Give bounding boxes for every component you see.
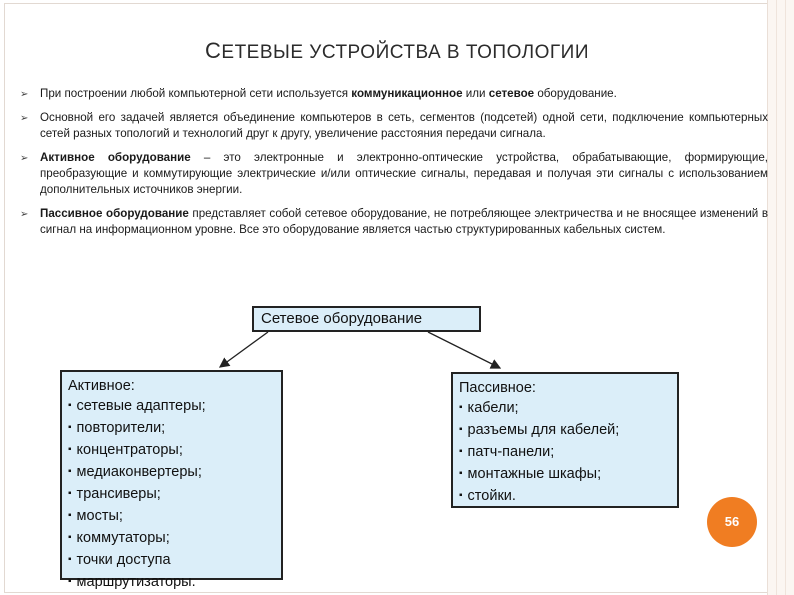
title-rest: ЕТЕВЫЕ УСТРОЙСТВА В ТОПОЛОГИИ	[221, 42, 589, 63]
page-number-badge: 56	[707, 497, 757, 547]
passive-item: ▪ кабели;	[459, 398, 671, 420]
passive-item: ▪ разъемы для кабелей;	[459, 420, 671, 442]
active-item: ▪ сетевые адаптеры;	[68, 396, 275, 418]
bullet-term: Пассивное оборудование	[40, 207, 189, 220]
bullet-arrow-icon: ➢	[20, 209, 29, 220]
active-item: ▪ трансиверы;	[68, 484, 275, 506]
active-item: ▪ концентраторы;	[68, 440, 275, 462]
active-header: Активное:	[68, 378, 135, 394]
bullet-text: При построении любой компьютерной сети используется	[40, 87, 352, 100]
active-item: ▪ точки доступа	[68, 550, 275, 572]
bullet-text: оборудование.	[534, 87, 617, 100]
active-item: ▪ маршрутизаторы.	[68, 572, 275, 594]
arrow-to-passive	[428, 332, 500, 368]
bullet-text: Основной его задачей является объединение компьютеров в сеть, сегментов (подсетей) одной сети, подключение компьютерных сетей разных топологий и технологий друг к другу, увеличение расстояния передачи сигнала.	[40, 111, 768, 140]
bullet-term: коммуникационное	[351, 87, 463, 100]
passive-item: ▪ патч-панели;	[459, 442, 671, 464]
bullet-text: представляет собой сетевое оборудование, не потребляющее электричества и не вносящее изменений в сигнал на информационном уровне. Все это оборудование является частью структурированных кабельных систем.	[40, 207, 768, 236]
active-equipment-box	[60, 370, 283, 590]
passive-header: Пассивное:	[459, 380, 536, 396]
title-initial: С	[205, 38, 222, 63]
passive-item: ▪ стойки.	[459, 486, 671, 508]
active-item: ▪ мосты;	[68, 506, 275, 528]
bullet-text: или	[462, 87, 489, 100]
bullet-arrow-icon: ➢	[20, 153, 29, 164]
active-item: ▪ медиаконвертеры;	[68, 462, 275, 484]
bullet-term: Активное оборудование	[40, 151, 191, 164]
bullet-text: – это электронные и электронно-оптические устройства, обрабатывающие, формирующие, преобразующие и коммутирующие электрические и/или оптические сигналы, передавая и получая эти сигналы с использованием дополнительных источников энергии.	[40, 151, 768, 196]
passive-item: ▪ монтажные шкафы;	[459, 464, 671, 486]
bullet-term: сетевое	[488, 87, 535, 100]
active-item: ▪ коммутаторы;	[68, 528, 275, 550]
passive-equipment-box	[451, 372, 679, 508]
arrow-to-active	[220, 332, 268, 367]
active-item: ▪ повторители;	[68, 418, 275, 440]
bullet-arrow-icon: ➢	[20, 89, 29, 100]
passive-items-list	[459, 398, 671, 508]
bullet-arrow-icon: ➢	[20, 113, 29, 124]
network-equipment-box: Сетевое оборудование	[252, 306, 481, 332]
active-items-list	[68, 396, 275, 594]
